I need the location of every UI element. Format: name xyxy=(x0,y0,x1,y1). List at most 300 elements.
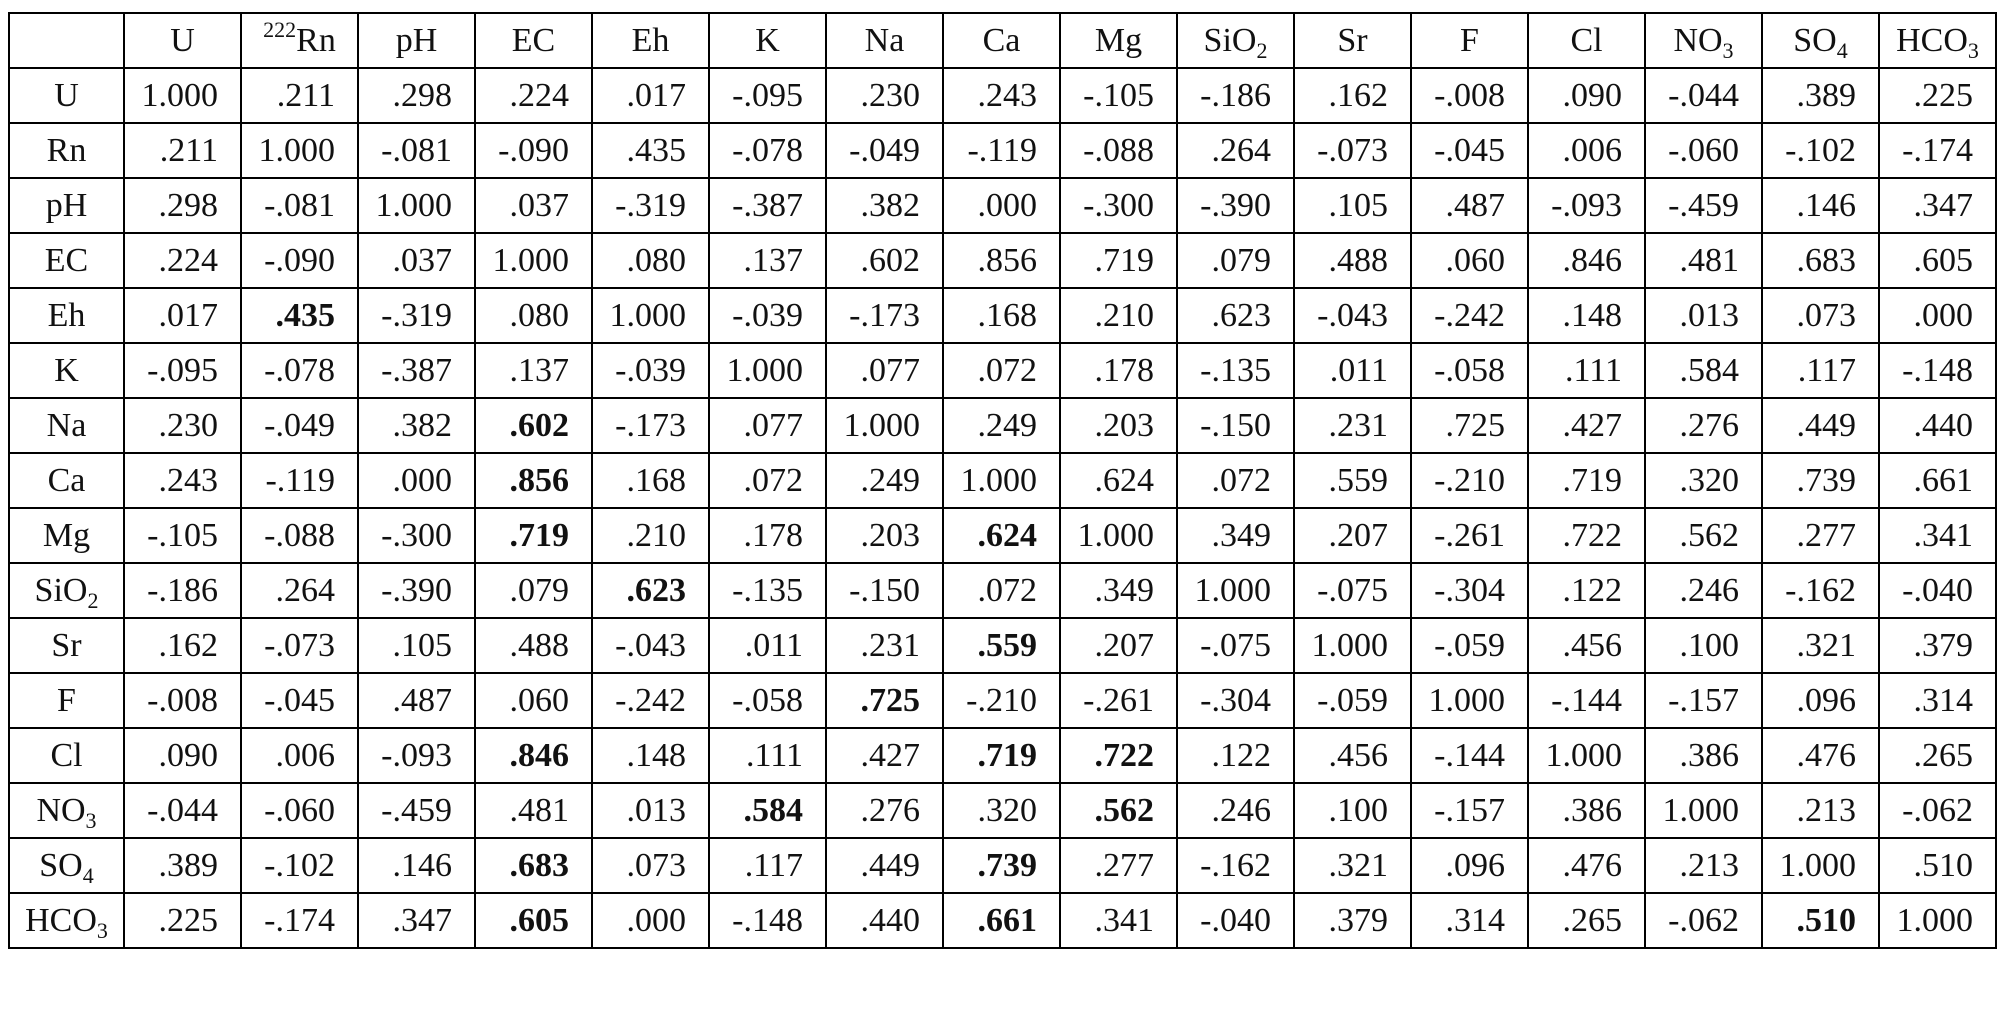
correlation-value-cell: -.319 xyxy=(592,178,709,233)
correlation-value-cell: .440 xyxy=(826,893,943,948)
label-main: SO xyxy=(39,846,83,884)
correlation-value-cell: -.459 xyxy=(1645,178,1762,233)
correlation-value-cell: .456 xyxy=(1294,728,1411,783)
correlation-value-cell: -.044 xyxy=(124,783,241,838)
correlation-value-cell: .122 xyxy=(1177,728,1294,783)
correlation-value-cell: .722 xyxy=(1060,728,1177,783)
correlation-value-cell: -.119 xyxy=(241,453,358,508)
correlation-value-cell: .605 xyxy=(1879,233,1996,288)
correlation-value-cell: -.075 xyxy=(1294,563,1411,618)
correlation-value-cell: .213 xyxy=(1645,838,1762,893)
correlation-value-cell: .277 xyxy=(1060,838,1177,893)
correlation-value-cell: -.062 xyxy=(1879,783,1996,838)
correlation-value-cell: -.093 xyxy=(358,728,475,783)
table-row xyxy=(9,123,1996,178)
label-subscript: 4 xyxy=(82,862,94,888)
correlation-value-cell: .488 xyxy=(475,618,592,673)
correlation-value-cell: .427 xyxy=(1528,398,1645,453)
label-main: pH xyxy=(45,186,88,224)
correlation-matrix-table xyxy=(8,12,1997,949)
label-main: NO xyxy=(36,791,86,829)
correlation-value-cell: 1.000 xyxy=(1177,563,1294,618)
correlation-value-cell: -.075 xyxy=(1177,618,1294,673)
correlation-value-cell: 1.000 xyxy=(1528,728,1645,783)
correlation-value-cell: 1.000 xyxy=(124,68,241,123)
correlation-value-cell: .314 xyxy=(1411,893,1528,948)
correlation-value-cell: .722 xyxy=(1528,508,1645,563)
correlation-value-cell: -.088 xyxy=(1060,123,1177,178)
label-subscript: 3 xyxy=(85,807,97,833)
label-main: Rn xyxy=(46,131,87,169)
label-subscript: 3 xyxy=(1722,37,1734,63)
correlation-value-cell: -.093 xyxy=(1528,178,1645,233)
table-row xyxy=(9,453,1996,508)
correlation-value-cell: -.387 xyxy=(709,178,826,233)
row-header xyxy=(9,68,124,123)
correlation-value-cell: -.090 xyxy=(475,123,592,178)
correlation-value-cell: .389 xyxy=(124,838,241,893)
correlation-value-cell: .719 xyxy=(943,728,1060,783)
correlation-value-cell: -.242 xyxy=(1411,288,1528,343)
column-header xyxy=(358,13,475,68)
correlation-value-cell: -.162 xyxy=(1177,838,1294,893)
correlation-value-cell: .148 xyxy=(592,728,709,783)
correlation-value-cell: .213 xyxy=(1762,783,1879,838)
correlation-value-cell: .427 xyxy=(826,728,943,783)
correlation-value-cell: .298 xyxy=(358,68,475,123)
correlation-value-cell: -.073 xyxy=(241,618,358,673)
correlation-value-cell: .011 xyxy=(709,618,826,673)
corner-cell xyxy=(9,13,124,68)
column-header xyxy=(1177,13,1294,68)
correlation-value-cell: .230 xyxy=(826,68,943,123)
correlation-value-cell: .584 xyxy=(1645,343,1762,398)
column-header xyxy=(826,13,943,68)
correlation-value-cell: .602 xyxy=(826,233,943,288)
correlation-value-cell: -.261 xyxy=(1060,673,1177,728)
correlation-value-cell: .349 xyxy=(1177,508,1294,563)
column-header xyxy=(943,13,1060,68)
correlation-value-cell: -.387 xyxy=(358,343,475,398)
correlation-value-cell: .719 xyxy=(1528,453,1645,508)
correlation-value-cell: .073 xyxy=(1762,288,1879,343)
correlation-value-cell: .510 xyxy=(1879,838,1996,893)
correlation-value-cell: -.095 xyxy=(124,343,241,398)
correlation-value-cell: .090 xyxy=(124,728,241,783)
correlation-value-cell: .321 xyxy=(1294,838,1411,893)
correlation-value-cell: .105 xyxy=(1294,178,1411,233)
correlation-value-cell: .298 xyxy=(124,178,241,233)
correlation-value-cell: .683 xyxy=(1762,233,1879,288)
correlation-value-cell: .148 xyxy=(1528,288,1645,343)
label-main: Rn xyxy=(296,21,336,59)
correlation-value-cell: .846 xyxy=(475,728,592,783)
correlation-value-cell: .060 xyxy=(475,673,592,728)
column-header xyxy=(592,13,709,68)
correlation-value-cell: .739 xyxy=(943,838,1060,893)
correlation-value-cell: -.043 xyxy=(1294,288,1411,343)
column-header xyxy=(1294,13,1411,68)
correlation-value-cell: .000 xyxy=(358,453,475,508)
correlation-value-cell: -.150 xyxy=(826,563,943,618)
correlation-value-cell: -.300 xyxy=(1060,178,1177,233)
correlation-value-cell: .559 xyxy=(943,618,1060,673)
correlation-value-cell: .224 xyxy=(475,68,592,123)
correlation-value-cell: -.060 xyxy=(1645,123,1762,178)
label-main: HCO xyxy=(25,901,97,939)
correlation-value-cell: -.162 xyxy=(1762,563,1879,618)
correlation-value-cell: .017 xyxy=(592,68,709,123)
row-header xyxy=(9,783,124,838)
label-main: Eh xyxy=(631,21,670,59)
correlation-value-cell: .224 xyxy=(124,233,241,288)
label-main: EC xyxy=(44,241,89,279)
correlation-value-cell: -.300 xyxy=(358,508,475,563)
correlation-value-cell: .382 xyxy=(826,178,943,233)
correlation-value-cell: .225 xyxy=(124,893,241,948)
correlation-value-cell: -.459 xyxy=(358,783,475,838)
correlation-value-cell: -.304 xyxy=(1411,563,1528,618)
correlation-value-cell: -.043 xyxy=(592,618,709,673)
correlation-value-cell: .456 xyxy=(1528,618,1645,673)
correlation-value-cell: .137 xyxy=(475,343,592,398)
correlation-value-cell: .320 xyxy=(943,783,1060,838)
label-main: Cl xyxy=(1570,21,1603,59)
correlation-value-cell: .661 xyxy=(1879,453,1996,508)
correlation-value-cell: .719 xyxy=(475,508,592,563)
correlation-value-cell: .562 xyxy=(1060,783,1177,838)
correlation-value-cell: -.390 xyxy=(358,563,475,618)
correlation-value-cell: .623 xyxy=(1177,288,1294,343)
correlation-value-cell: -.135 xyxy=(709,563,826,618)
correlation-value-cell: .168 xyxy=(592,453,709,508)
correlation-value-cell: .379 xyxy=(1879,618,1996,673)
correlation-value-cell: -.090 xyxy=(241,233,358,288)
correlation-value-cell: .389 xyxy=(1762,68,1879,123)
row-header xyxy=(9,343,124,398)
correlation-value-cell: .559 xyxy=(1294,453,1411,508)
correlation-value-cell: .856 xyxy=(475,453,592,508)
correlation-value-cell: 1.000 xyxy=(1645,783,1762,838)
correlation-value-cell: .080 xyxy=(475,288,592,343)
correlation-value-cell: -.045 xyxy=(1411,123,1528,178)
row-header xyxy=(9,123,124,178)
row-header xyxy=(9,618,124,673)
correlation-value-cell: -.105 xyxy=(1060,68,1177,123)
correlation-value-cell: .379 xyxy=(1294,893,1411,948)
correlation-value-cell: .488 xyxy=(1294,233,1411,288)
correlation-value-cell: 1.000 xyxy=(1411,673,1528,728)
correlation-value-cell: -.261 xyxy=(1411,508,1528,563)
correlation-value-cell: -.144 xyxy=(1411,728,1528,783)
correlation-value-cell: .203 xyxy=(1060,398,1177,453)
correlation-value-cell: .111 xyxy=(1528,343,1645,398)
correlation-value-cell: .719 xyxy=(1060,233,1177,288)
label-main: SiO xyxy=(34,571,88,609)
correlation-value-cell: .602 xyxy=(475,398,592,453)
correlation-value-cell: .162 xyxy=(1294,68,1411,123)
correlation-value-cell: .079 xyxy=(1177,233,1294,288)
correlation-value-cell: -.058 xyxy=(709,673,826,728)
correlation-value-cell: -.390 xyxy=(1177,178,1294,233)
label-main: NO xyxy=(1673,21,1723,59)
correlation-value-cell: .230 xyxy=(124,398,241,453)
column-header xyxy=(124,13,241,68)
table-row xyxy=(9,178,1996,233)
label-main: Mg xyxy=(1094,21,1143,59)
correlation-value-cell: 1.000 xyxy=(592,288,709,343)
label-subscript: 3 xyxy=(96,917,108,943)
correlation-value-cell: .476 xyxy=(1528,838,1645,893)
correlation-value-cell: -.008 xyxy=(124,673,241,728)
correlation-value-cell: 1.000 xyxy=(1294,618,1411,673)
correlation-value-cell: .037 xyxy=(475,178,592,233)
column-header xyxy=(1060,13,1177,68)
correlation-value-cell: -.044 xyxy=(1645,68,1762,123)
label-superscript: 222 xyxy=(263,16,297,42)
correlation-value-cell: .277 xyxy=(1762,508,1879,563)
correlation-value-cell: .000 xyxy=(943,178,1060,233)
correlation-value-cell: 1.000 xyxy=(943,453,1060,508)
correlation-value-cell: .210 xyxy=(1060,288,1177,343)
correlation-value-cell: .440 xyxy=(1879,398,1996,453)
correlation-value-cell: .605 xyxy=(475,893,592,948)
table-row xyxy=(9,563,1996,618)
correlation-value-cell: .096 xyxy=(1762,673,1879,728)
correlation-value-cell: .207 xyxy=(1060,618,1177,673)
correlation-value-cell: .168 xyxy=(943,288,1060,343)
label-main: U xyxy=(54,76,79,114)
row-header xyxy=(9,673,124,728)
correlation-value-cell: -.150 xyxy=(1177,398,1294,453)
table-row xyxy=(9,398,1996,453)
correlation-value-cell: .079 xyxy=(475,563,592,618)
correlation-value-cell: .011 xyxy=(1294,343,1411,398)
correlation-value-cell: .347 xyxy=(1879,178,1996,233)
row-header xyxy=(9,453,124,508)
correlation-value-cell: .321 xyxy=(1762,618,1879,673)
correlation-value-cell: -.078 xyxy=(709,123,826,178)
correlation-value-cell: .449 xyxy=(826,838,943,893)
correlation-value-cell: .122 xyxy=(1528,563,1645,618)
correlation-value-cell: .264 xyxy=(241,563,358,618)
correlation-value-cell: .096 xyxy=(1411,838,1528,893)
table-row xyxy=(9,68,1996,123)
label-main: HCO xyxy=(1896,21,1968,59)
correlation-value-cell: .225 xyxy=(1879,68,1996,123)
correlation-value-cell: .249 xyxy=(943,398,1060,453)
correlation-value-cell: -.062 xyxy=(1645,893,1762,948)
correlation-value-cell: .739 xyxy=(1762,453,1879,508)
correlation-value-cell: -.040 xyxy=(1177,893,1294,948)
label-main: SO xyxy=(1793,21,1837,59)
column-header xyxy=(709,13,826,68)
correlation-value-cell: .725 xyxy=(826,673,943,728)
correlation-value-cell: .117 xyxy=(1762,343,1879,398)
correlation-value-cell: .211 xyxy=(124,123,241,178)
label-main: SiO xyxy=(1203,21,1257,59)
correlation-value-cell: .117 xyxy=(709,838,826,893)
correlation-value-cell: -.059 xyxy=(1294,673,1411,728)
label-main: EC xyxy=(511,21,556,59)
correlation-value-cell: 1.000 xyxy=(358,178,475,233)
correlation-value-cell: -.119 xyxy=(943,123,1060,178)
table-row xyxy=(9,288,1996,343)
label-main: Na xyxy=(864,21,905,59)
correlation-value-cell: .341 xyxy=(1060,893,1177,948)
correlation-value-cell: -.210 xyxy=(1411,453,1528,508)
correlation-value-cell: -.304 xyxy=(1177,673,1294,728)
table-row xyxy=(9,893,1996,948)
correlation-value-cell: -.008 xyxy=(1411,68,1528,123)
correlation-value-cell: .856 xyxy=(943,233,1060,288)
table-row xyxy=(9,618,1996,673)
correlation-value-cell: .435 xyxy=(592,123,709,178)
correlation-value-cell: -.210 xyxy=(943,673,1060,728)
correlation-value-cell: -.319 xyxy=(358,288,475,343)
correlation-value-cell: .090 xyxy=(1528,68,1645,123)
correlation-value-cell: .207 xyxy=(1294,508,1411,563)
correlation-value-cell: -.135 xyxy=(1177,343,1294,398)
correlation-value-cell: .683 xyxy=(475,838,592,893)
table-row xyxy=(9,343,1996,398)
correlation-value-cell: -.157 xyxy=(1645,673,1762,728)
correlation-value-cell: .481 xyxy=(1645,233,1762,288)
correlation-value-cell: .178 xyxy=(709,508,826,563)
row-header xyxy=(9,398,124,453)
correlation-value-cell: .349 xyxy=(1060,563,1177,618)
label-main: Sr xyxy=(51,626,82,664)
correlation-value-cell: .476 xyxy=(1762,728,1879,783)
correlation-value-cell: .386 xyxy=(1645,728,1762,783)
correlation-value-cell: 1.000 xyxy=(241,123,358,178)
correlation-value-cell: .077 xyxy=(709,398,826,453)
table-row xyxy=(9,838,1996,893)
correlation-value-cell: .006 xyxy=(241,728,358,783)
correlation-value-cell: -.059 xyxy=(1411,618,1528,673)
correlation-value-cell: -.173 xyxy=(592,398,709,453)
correlation-value-cell: .211 xyxy=(241,68,358,123)
label-main: Mg xyxy=(42,516,91,554)
correlation-value-cell: -.157 xyxy=(1411,783,1528,838)
correlation-value-cell: -.081 xyxy=(241,178,358,233)
column-header xyxy=(1528,13,1645,68)
correlation-value-cell: .013 xyxy=(592,783,709,838)
correlation-value-cell: .017 xyxy=(124,288,241,343)
correlation-value-cell: -.144 xyxy=(1528,673,1645,728)
column-header xyxy=(1879,13,1996,68)
correlation-value-cell: .449 xyxy=(1762,398,1879,453)
correlation-value-cell: 1.000 xyxy=(1060,508,1177,563)
label-main: pH xyxy=(395,21,438,59)
correlation-value-cell: -.049 xyxy=(826,123,943,178)
table-row xyxy=(9,508,1996,563)
correlation-value-cell: .072 xyxy=(943,563,1060,618)
correlation-value-cell: 1.000 xyxy=(1762,838,1879,893)
row-header xyxy=(9,508,124,563)
correlation-value-cell: .246 xyxy=(1177,783,1294,838)
correlation-value-cell: -.173 xyxy=(826,288,943,343)
column-header xyxy=(1645,13,1762,68)
correlation-value-cell: -.148 xyxy=(709,893,826,948)
correlation-value-cell: .624 xyxy=(1060,453,1177,508)
correlation-value-cell: -.039 xyxy=(592,343,709,398)
correlation-value-cell: .000 xyxy=(1879,288,1996,343)
correlation-value-cell: .111 xyxy=(709,728,826,783)
correlation-value-cell: .510 xyxy=(1762,893,1879,948)
table-body xyxy=(9,68,1996,948)
correlation-value-cell: .382 xyxy=(358,398,475,453)
correlation-value-cell: -.073 xyxy=(1294,123,1411,178)
correlation-value-cell: -.174 xyxy=(1879,123,1996,178)
correlation-value-cell: .100 xyxy=(1645,618,1762,673)
table-row xyxy=(9,728,1996,783)
correlation-value-cell: -.242 xyxy=(592,673,709,728)
correlation-value-cell: .276 xyxy=(826,783,943,838)
correlation-value-cell: 1.000 xyxy=(826,398,943,453)
label-main: Sr xyxy=(1337,21,1368,59)
label-main: F xyxy=(57,681,76,719)
correlation-value-cell: -.102 xyxy=(241,838,358,893)
correlation-value-cell: .006 xyxy=(1528,123,1645,178)
correlation-value-cell: .178 xyxy=(1060,343,1177,398)
correlation-value-cell: .243 xyxy=(943,68,1060,123)
label-main: Ca xyxy=(982,21,1021,59)
column-header xyxy=(241,13,358,68)
correlation-value-cell: .314 xyxy=(1879,673,1996,728)
row-header xyxy=(9,288,124,343)
correlation-value-cell: .000 xyxy=(592,893,709,948)
correlation-value-cell: .137 xyxy=(709,233,826,288)
correlation-value-cell: -.081 xyxy=(358,123,475,178)
correlation-value-cell: .487 xyxy=(1411,178,1528,233)
correlation-value-cell: .562 xyxy=(1645,508,1762,563)
correlation-value-cell: .077 xyxy=(826,343,943,398)
column-header xyxy=(475,13,592,68)
correlation-value-cell: -.088 xyxy=(241,508,358,563)
correlation-value-cell: -.078 xyxy=(241,343,358,398)
correlation-value-cell: .481 xyxy=(475,783,592,838)
correlation-value-cell: .623 xyxy=(592,563,709,618)
correlation-value-cell: -.049 xyxy=(241,398,358,453)
correlation-value-cell: -.148 xyxy=(1879,343,1996,398)
correlation-value-cell: .013 xyxy=(1645,288,1762,343)
correlation-value-cell: 1.000 xyxy=(1879,893,1996,948)
row-header xyxy=(9,233,124,288)
correlation-value-cell: .060 xyxy=(1411,233,1528,288)
label-main: Ca xyxy=(47,461,86,499)
correlation-value-cell: .146 xyxy=(1762,178,1879,233)
correlation-value-cell: .072 xyxy=(1177,453,1294,508)
correlation-value-cell: .231 xyxy=(826,618,943,673)
correlation-value-cell: -.105 xyxy=(124,508,241,563)
correlation-value-cell: -.040 xyxy=(1879,563,1996,618)
label-subscript: 4 xyxy=(1836,37,1848,63)
label-main: U xyxy=(170,21,195,59)
correlation-value-cell: -.186 xyxy=(1177,68,1294,123)
label-subscript: 2 xyxy=(1256,37,1268,63)
correlation-value-cell: -.186 xyxy=(124,563,241,618)
correlation-value-cell: .435 xyxy=(241,288,358,343)
correlation-value-cell: 1.000 xyxy=(475,233,592,288)
correlation-value-cell: .584 xyxy=(709,783,826,838)
label-main: K xyxy=(755,21,780,59)
correlation-value-cell: -.174 xyxy=(241,893,358,948)
correlation-value-cell: -.039 xyxy=(709,288,826,343)
label-subscript: 2 xyxy=(87,587,99,613)
column-header xyxy=(1762,13,1879,68)
correlation-value-cell: -.095 xyxy=(709,68,826,123)
